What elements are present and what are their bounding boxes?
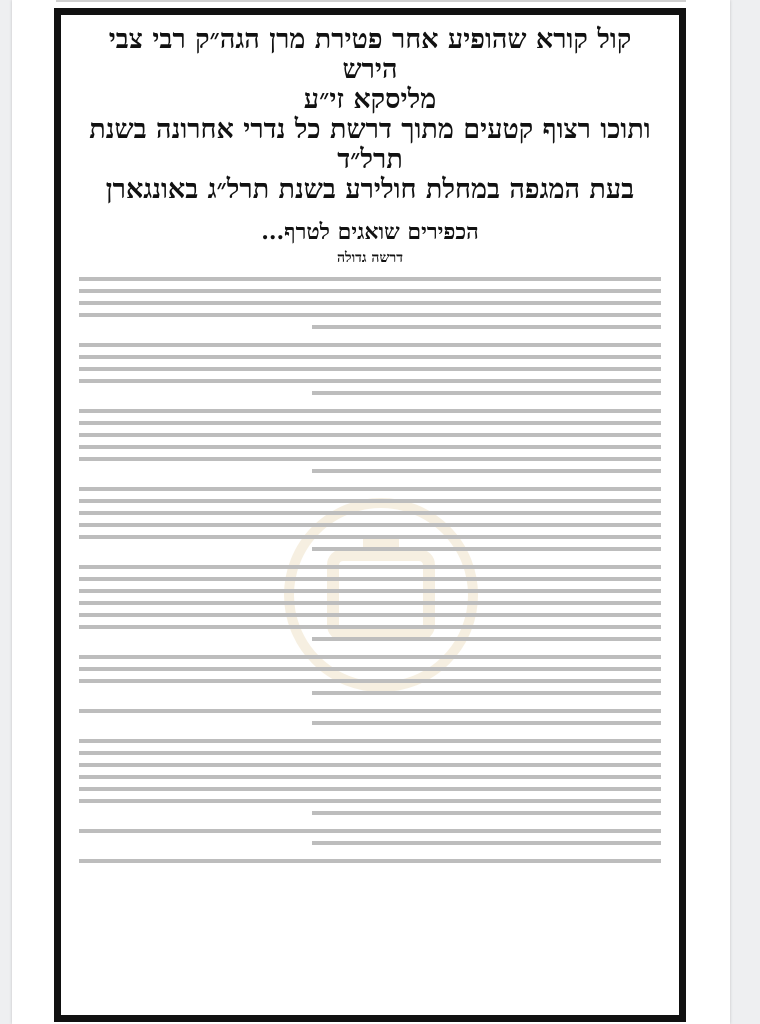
headline-line-5: בעת המגפה במחלת חולירע בשנת תרל״ג באונגארן	[105, 174, 635, 205]
paragraph-3	[79, 409, 661, 473]
subtitle: הכפירים שואגים לטרף...	[261, 219, 479, 245]
sermon-label: דרשה גדולה	[337, 250, 403, 266]
paragraph-10	[79, 859, 661, 863]
paragraph-1	[79, 277, 661, 329]
headline-line-2: מליסקא זי״ע	[303, 84, 437, 115]
document-content	[61, 15, 679, 863]
headline-line-3: ותוכו רצוף קטעים מתוך דרשת כל נדרי אחרונה בשנת	[89, 114, 651, 145]
headline-line-1: קול קורא שהופיע אחר פטירת מרן הגה״ק רבי צבי הירש	[108, 24, 632, 85]
paragraph-9	[79, 829, 661, 845]
paragraph-4	[79, 487, 661, 551]
top-edge-bar	[56, 0, 686, 2]
paragraph-8	[79, 739, 661, 815]
document-frame	[54, 8, 686, 1022]
paragraph-7	[79, 709, 661, 725]
paragraph-2	[79, 343, 661, 395]
document-page	[12, 0, 730, 1024]
paragraph-5	[79, 565, 661, 641]
paragraph-6	[79, 655, 661, 695]
document-body	[77, 277, 663, 863]
headline-line-4: תרל״ד	[337, 144, 403, 175]
